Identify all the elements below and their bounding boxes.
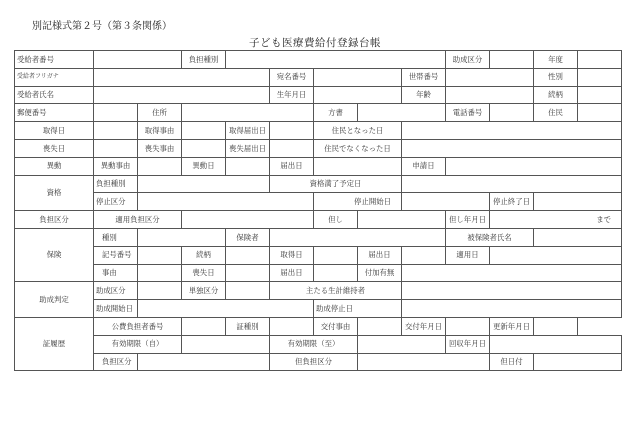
- field-aid-stop[interactable]: [402, 300, 622, 318]
- label-ins-loss-date: 喪失日: [182, 264, 226, 282]
- field-issue-reason[interactable]: [358, 317, 402, 335]
- label-however-ym: 但し年月日: [446, 211, 490, 229]
- field-household-no[interactable]: [446, 68, 534, 86]
- field-renew-date[interactable]: [534, 317, 578, 335]
- label-valid-from: 有効期限（自）: [94, 335, 182, 353]
- label-address: 住所: [138, 104, 182, 122]
- label-change-reason: 異動事由: [94, 157, 138, 175]
- section-aid-decision: 助成判定: [15, 282, 94, 318]
- field-ins-relation[interactable]: [226, 246, 270, 264]
- label-residence: 住民: [534, 104, 578, 122]
- field-name[interactable]: [94, 86, 270, 104]
- label-insurer: 保険者: [226, 228, 270, 246]
- row-insurance-1: [15, 228, 622, 246]
- section-qualification: 資格: [15, 175, 94, 211]
- label-applied-burden: 適用負担区分: [94, 211, 182, 229]
- label-age: 年齢: [402, 86, 446, 104]
- label-ins-notice-date-2: 届出日: [270, 264, 314, 282]
- row-insurance-3: [15, 264, 622, 282]
- row-certificate-1: [15, 317, 622, 335]
- label-attached: 付加有無: [358, 264, 402, 282]
- field-postal[interactable]: [94, 104, 138, 122]
- field-burden-type[interactable]: [226, 51, 446, 69]
- field-symbol-no[interactable]: [138, 246, 182, 264]
- field-suspend-end[interactable]: [534, 193, 622, 211]
- label-application-date: 申請日: [402, 157, 446, 175]
- section-insurance: 保険: [15, 228, 94, 281]
- row-burden-class: [15, 211, 622, 229]
- label-issue-date: 交付年月日: [402, 317, 446, 335]
- label-loss-reason: 喪失事由: [138, 139, 182, 157]
- field-ad-aid-class[interactable]: [138, 282, 182, 300]
- label-cert-burden-class: 負担区分: [94, 353, 138, 371]
- label-addressee-no: 宛名番号: [270, 68, 314, 86]
- label-aid-class: 助成区分: [446, 51, 490, 69]
- label-suspend-end: 停止終了日: [490, 193, 534, 211]
- field-application-date[interactable]: [446, 157, 622, 175]
- label-co-burden-class: 但負担区分: [270, 353, 358, 371]
- field-recipient-no[interactable]: [94, 51, 182, 69]
- field-cert-type[interactable]: [270, 317, 314, 335]
- field-aid-start[interactable]: [138, 300, 314, 318]
- row-kana: [15, 68, 622, 86]
- field-suspend-start[interactable]: [402, 193, 490, 211]
- registration-ledger-table: [14, 50, 622, 371]
- label-single-class: 単独区分: [182, 282, 226, 300]
- field-notice-date[interactable]: [314, 157, 402, 175]
- field-loss-notice[interactable]: [270, 139, 314, 157]
- label-co-date: 但日付: [490, 353, 534, 371]
- label-expiry-planned: 資格満了予定日: [270, 175, 402, 193]
- label-symbol-no: 記号番号: [94, 246, 138, 264]
- field-however[interactable]: [358, 211, 446, 229]
- label-aid-start: 助成開始日: [94, 300, 138, 318]
- label-phone: 電話番号: [446, 104, 490, 122]
- field-aid-class[interactable]: [490, 51, 534, 69]
- ledger-title: 子ども医療費給付登録台帳: [249, 37, 381, 49]
- field-ins-loss-date[interactable]: [226, 264, 270, 282]
- label-household-no: 世帯番号: [402, 68, 446, 86]
- field-kana[interactable]: [94, 68, 270, 86]
- field-loss-date[interactable]: [94, 139, 138, 157]
- field-co-date[interactable]: [534, 353, 622, 371]
- label-birth-date: 生年月日: [270, 86, 314, 104]
- label-suspend-class: 停止区分: [94, 193, 138, 211]
- label-ins-acq-date: 取得日: [270, 246, 314, 264]
- label-ins-type: 種別: [94, 228, 138, 246]
- row-certificate-2: [15, 335, 622, 353]
- row-address: [15, 104, 622, 122]
- label-however: 但し: [314, 211, 358, 229]
- field-birth-date[interactable]: [314, 86, 402, 104]
- row-name: [15, 86, 622, 104]
- field-ins-reason[interactable]: [138, 264, 182, 282]
- field-ins-acq-date[interactable]: [314, 246, 358, 264]
- label-ins-applied-date: 適用日: [446, 246, 490, 264]
- row-qualification-2: [15, 193, 622, 211]
- label-loss-notice: 喪失届出日: [226, 139, 270, 157]
- label-ins-reason: 事由: [94, 264, 138, 282]
- label-collect-date: 回収年月日: [446, 335, 490, 353]
- field-main-supporter[interactable]: [402, 282, 622, 300]
- label-until: まで: [490, 211, 622, 229]
- label-ad-aid-class: 助成区分: [94, 282, 138, 300]
- field-insured-name[interactable]: [534, 228, 622, 246]
- field-single-class[interactable]: [226, 282, 270, 300]
- field-issue-date[interactable]: [446, 317, 490, 335]
- field-valid-to[interactable]: [358, 335, 446, 353]
- field-valid-from[interactable]: [182, 335, 270, 353]
- field-fiscal-year[interactable]: [578, 51, 622, 69]
- label-name: 受給者氏名: [15, 86, 94, 104]
- field-acq-notice[interactable]: [270, 122, 314, 140]
- label-acq-date: 取得日: [15, 122, 94, 140]
- field-collect-date[interactable]: [490, 335, 622, 353]
- field-ceased-resident[interactable]: [402, 139, 622, 157]
- label-valid-to: 有効期限（至）: [270, 335, 358, 353]
- label-acq-reason: 取得事由: [138, 122, 182, 140]
- label-notice-date: 届出日: [270, 157, 314, 175]
- label-renew-date: 更新年月日: [490, 317, 534, 335]
- label-change-date: 異動日: [182, 157, 226, 175]
- field-ins-applied-date[interactable]: [490, 246, 622, 264]
- section-burden-class: 負担区分: [15, 211, 94, 229]
- field-ins-type[interactable]: [138, 228, 226, 246]
- label-loss-date: 喪失日: [15, 139, 94, 157]
- label-kana: 受給者フリガナ: [15, 68, 94, 86]
- field-age[interactable]: [446, 86, 534, 104]
- field-katagaki[interactable]: [358, 104, 446, 122]
- field-acq-date[interactable]: [94, 122, 138, 140]
- field-acq-reason[interactable]: [182, 122, 226, 140]
- label-relation: 続柄: [534, 86, 578, 104]
- label-insured-name: 被保険者氏名: [446, 228, 534, 246]
- field-insurer[interactable]: [270, 228, 446, 246]
- field-sex[interactable]: [578, 68, 622, 86]
- field-change-date[interactable]: [226, 157, 270, 175]
- label-issue-reason: 交付事由: [314, 317, 358, 335]
- field-became-resident[interactable]: [402, 122, 622, 140]
- row-qualification-1: [15, 175, 622, 193]
- label-ceased-resident: 住民でなくなった日: [314, 139, 402, 157]
- field-cert-burden-class[interactable]: [138, 353, 270, 371]
- field-expiry-planned[interactable]: [402, 175, 622, 193]
- label-q-burden-type: 負担種別: [94, 175, 138, 193]
- field-applied-burden[interactable]: [182, 211, 314, 229]
- label-became-resident: 住民となった日: [314, 122, 402, 140]
- label-change: 異動: [15, 157, 94, 175]
- label-ins-notice-date: 届出日: [358, 246, 402, 264]
- row-change: [15, 157, 622, 175]
- field-ins-notice-date-2[interactable]: [314, 264, 358, 282]
- label-acq-notice: 取得届出日: [226, 122, 270, 140]
- label-burden-type: 負担種別: [182, 51, 226, 69]
- label-suspend-start: 停止開始日: [314, 193, 402, 211]
- field-residence[interactable]: [578, 104, 622, 122]
- row-recipient-number: [15, 51, 622, 69]
- label-cert-type: 証種別: [226, 317, 270, 335]
- field-co-burden-class[interactable]: [358, 353, 490, 371]
- section-certificate-history: 証履歴: [15, 317, 94, 370]
- field-public-no[interactable]: [182, 317, 226, 335]
- field-phone[interactable]: [490, 104, 534, 122]
- label-postal: 郵便番号: [15, 104, 94, 122]
- row-loss: [15, 139, 622, 157]
- field-suspend-class[interactable]: [138, 193, 314, 211]
- label-sex: 性別: [534, 68, 578, 86]
- label-public-no: 公費負担者番号: [94, 317, 182, 335]
- field-address[interactable]: [182, 104, 314, 122]
- label-recipient-no: 受給者番号: [15, 51, 94, 69]
- field-loss-reason[interactable]: [182, 139, 226, 157]
- row-certificate-3: [15, 353, 622, 371]
- form-number-label: 別記様式第２号（第３条関係）: [32, 21, 172, 32]
- field-q-burden-type[interactable]: [138, 175, 270, 193]
- field-attached[interactable]: [402, 264, 622, 282]
- row-insurance-2: [15, 246, 622, 264]
- label-aid-stop: 助成停止日: [314, 300, 402, 318]
- field-relation[interactable]: [578, 86, 622, 104]
- field-change-reason[interactable]: [138, 157, 182, 175]
- row-acquisition: [15, 122, 622, 140]
- row-aid-decision-2: [15, 300, 622, 318]
- field-addressee-no[interactable]: [314, 68, 402, 86]
- label-ins-relation: 続柄: [182, 246, 226, 264]
- field-ins-notice-date[interactable]: [402, 246, 446, 264]
- label-main-supporter: 主たる生計維持者: [270, 282, 402, 300]
- row-aid-decision-1: [15, 282, 622, 300]
- label-katagaki: 方書: [314, 104, 358, 122]
- label-fiscal-year: 年度: [534, 51, 578, 69]
